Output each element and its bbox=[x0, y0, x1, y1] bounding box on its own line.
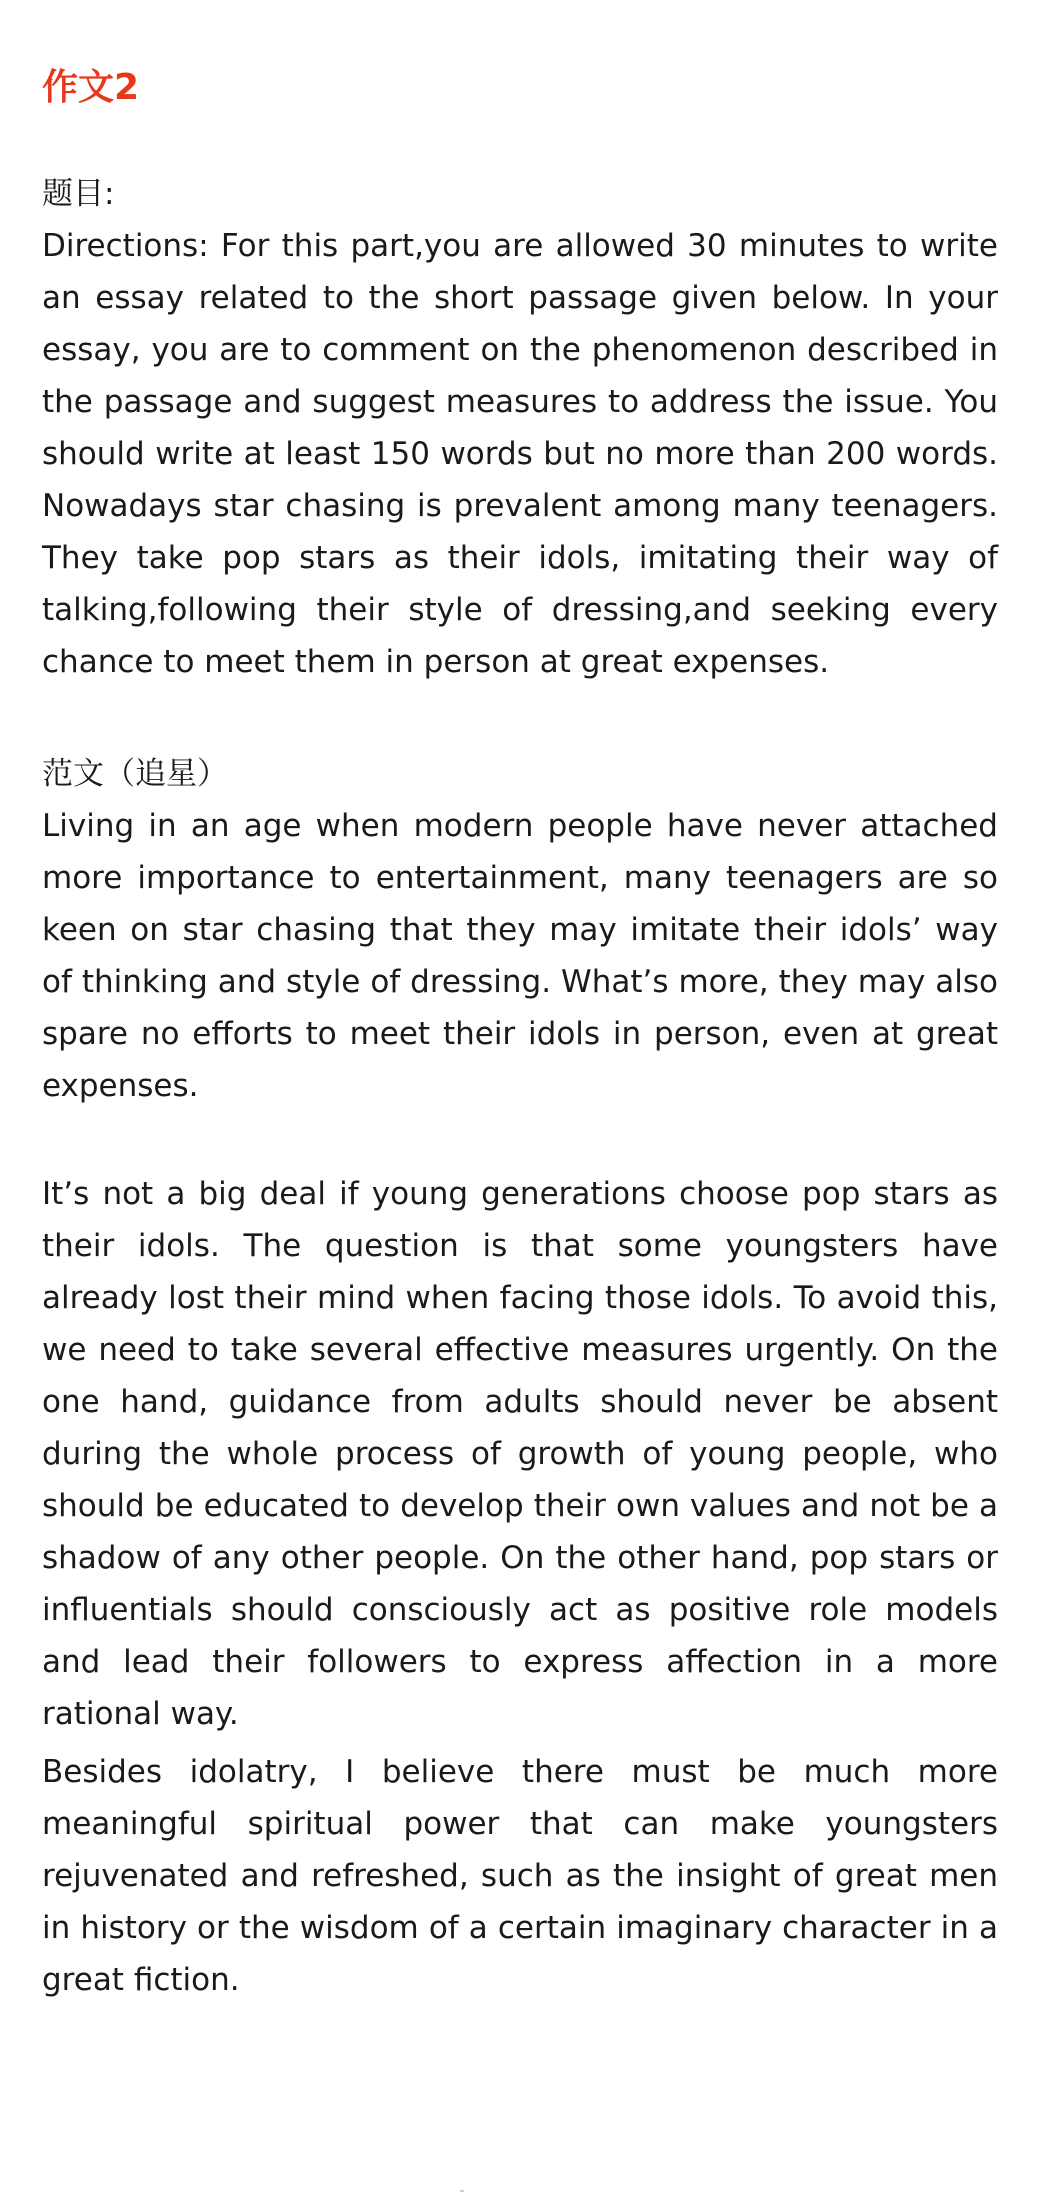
decorative-dot bbox=[460, 2190, 464, 2192]
essay-paragraph-1: Living in an age when modern people have never attached more importance to entertainment, many teenagers are so keen on star chasing that they may imitate their idols’ way of thinking and style of dressing. What’s more, they may also spare no efforts to meet their idols in person, even at great expenses. bbox=[42, 808, 998, 1104]
essay-paragraph-2: It’s not a big deal if young generations choose pop stars as their idols. The question is that some youngsters have already lost their mind when facing those idols. To avoid this, we need to take several effective measures urgently. On the one hand, guidance from adults should never be absent during the whole process of growth of young people, who should be educated to develop their own values and not be a shadow of any other people. On the other hand, pop stars or influentials should consciously act as positive role models and lead their followers to express affection in a more rational way. bbox=[42, 1176, 998, 1732]
sample-label: 范文（追星） bbox=[42, 756, 228, 792]
prompt-label: 题目: bbox=[42, 176, 115, 212]
prompt-text: Directions: For this part,you are allowed 30 minutes to write an essay related to the short passage given below. In your essay, you are to comment on the phenomenon described in the passage and suggest measures to address the issue. You should write at least 150 words but no more than 200 words. Nowadays star chasing is prevalent among many teenagers. They take pop stars as their idols, imitating their way of talking,following their style of dressing,and seeking every chance to meet them in person at great expenses. bbox=[42, 228, 998, 680]
essay-title: 作文2 bbox=[42, 67, 140, 108]
essay-paragraph-3: Besides idolatry, I believe there must be much more meaningful spiritual power that can make youngsters rejuvenated and refreshed, such as the insight of great men in history or the wisdom of a certain imaginary character in a great fiction. bbox=[42, 1754, 998, 1998]
